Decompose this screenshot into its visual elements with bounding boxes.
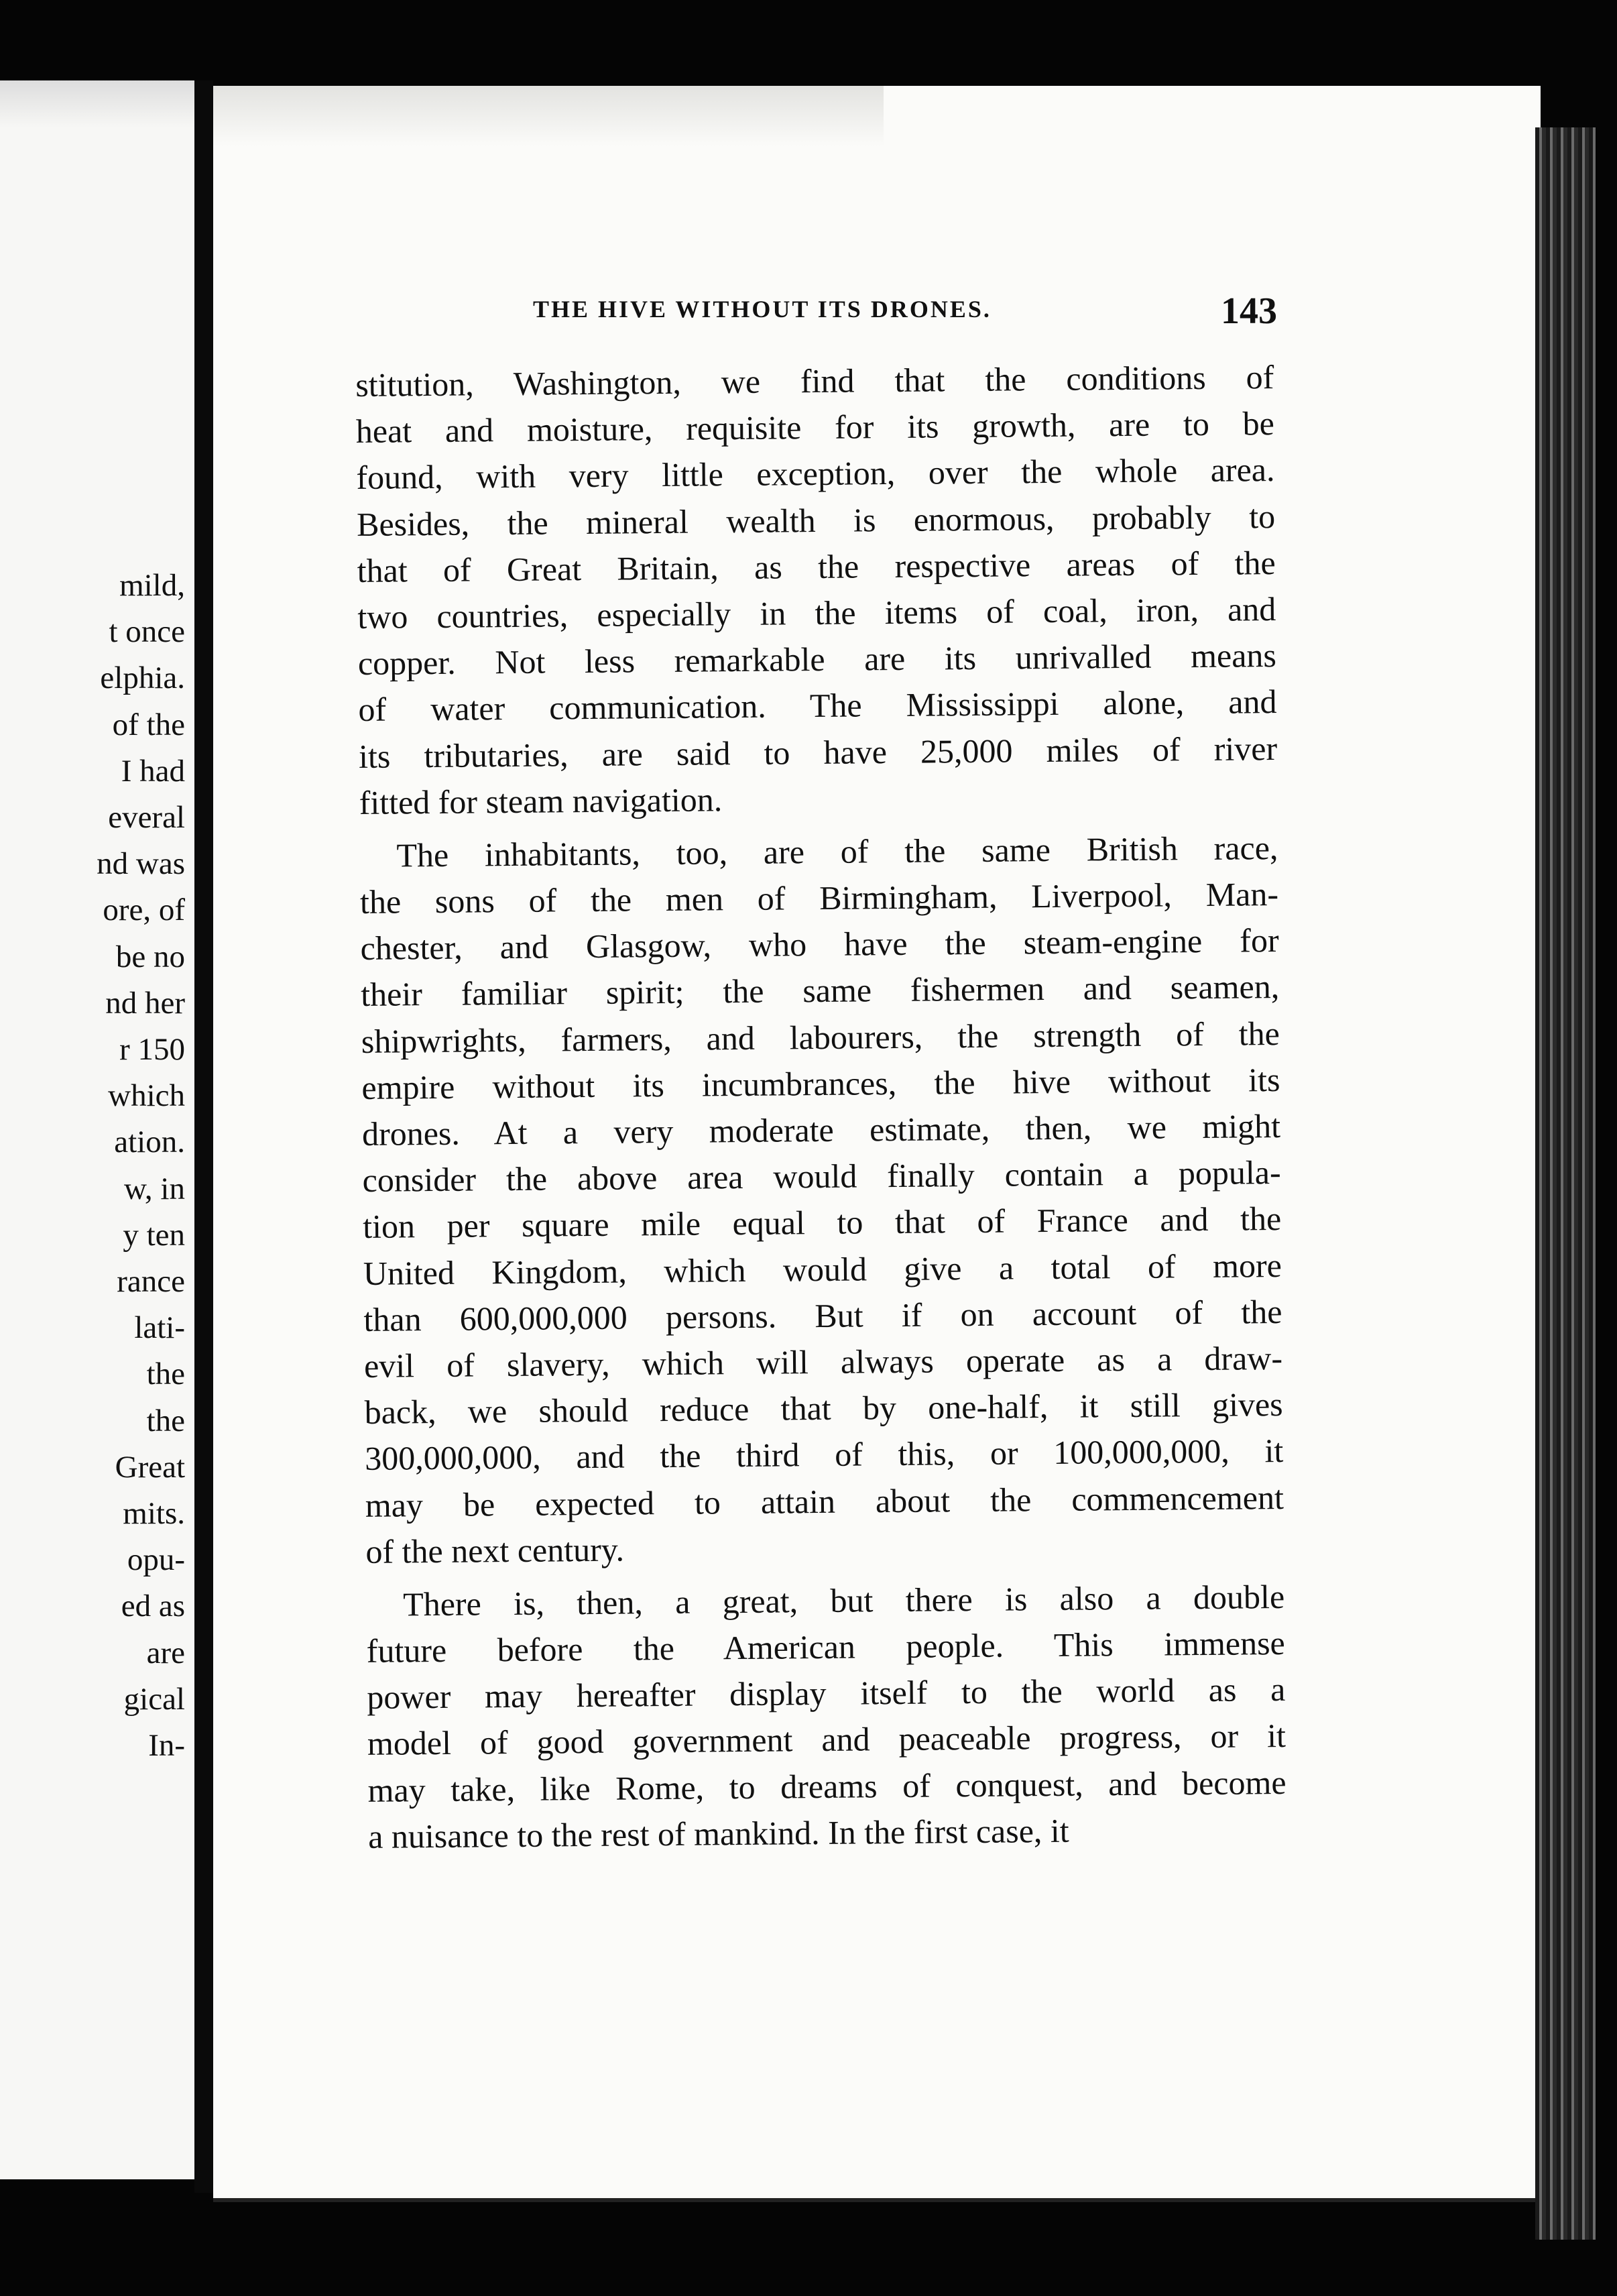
text-line: may take, like Rome, to dreams of conquest, and become [367, 1763, 1286, 1809]
facing-page-line: r 150 [119, 1032, 185, 1067]
text-line: empire without its incumbrances, the hive without its [361, 1060, 1280, 1106]
facing-page-line: w, in [124, 1171, 185, 1206]
text-line: power may hereafter display itself to the world as a [367, 1670, 1286, 1717]
text-line: evil of slavery, which will always operate as a draw- [363, 1338, 1283, 1385]
text-line: consider the above area would finally contain a popula- [362, 1153, 1281, 1200]
text-line: heat and moisture, requisite for its growth, are to be [355, 404, 1275, 451]
facing-page-line: everal [108, 800, 185, 835]
text-line: United Kingdom, which would give a total of more [363, 1246, 1282, 1292]
text-line: tion per square mile equal to that of France and the [363, 1200, 1282, 1246]
text-line: Besides, the mineral wealth is enormous, probably to [356, 497, 1276, 543]
facing-page-line: of the [112, 707, 185, 742]
facing-page-line: t once [109, 614, 185, 650]
facing-page-line: I had [121, 753, 185, 789]
facing-page-line: the [146, 1403, 185, 1438]
facing-page-line: mild, [119, 568, 185, 603]
text-line: model of good government and peaceable progress, or it [367, 1717, 1286, 1763]
facing-page-line: opu- [127, 1542, 185, 1578]
text-line: a nuisance to the rest of mankind. In the first case, it [367, 1811, 1069, 1855]
facing-page-fragment [0, 80, 194, 2179]
text-line: chester, and Glasgow, who have the steam-engine for [360, 921, 1279, 968]
facing-page-line: Great [115, 1449, 185, 1485]
text-line: shipwrights, farmers, and labourers, the strength of the [361, 1014, 1280, 1060]
text-line: stitution, Washington, we find that the conditions of [355, 358, 1274, 404]
facing-page-line: gical [123, 1681, 185, 1717]
text-line: of the next century. [365, 1530, 625, 1570]
facing-page-line: mits. [123, 1496, 185, 1531]
facing-page-line: lati- [134, 1310, 185, 1346]
text-line: The inhabitants, too, are of the same British race, [396, 828, 1278, 874]
facing-page-line: are [146, 1635, 185, 1670]
text-line: its tributaries, are said to have 25,000 miles of river [358, 729, 1278, 775]
facing-page-line: ed as [121, 1589, 185, 1624]
body-text [355, 354, 1286, 1860]
facing-page-line: nd her [105, 985, 185, 1021]
text-line: fitted for steam navigation. [359, 780, 723, 821]
page-number: 143 [1221, 290, 1277, 332]
facing-page-line: which [108, 1078, 185, 1114]
page-top-stain [213, 86, 884, 146]
text-line: copper. Not less remarkable are its unrivalled means [357, 636, 1277, 683]
facing-page-line: y ten [123, 1217, 185, 1253]
book-gutter [194, 80, 213, 2193]
facing-page-line: In- [148, 1728, 185, 1763]
facing-page-line: rance [117, 1264, 185, 1299]
text-line: back, we should reduce that by one-half, it still gives [364, 1385, 1283, 1432]
text-line: their familiar spirit; the same fishermen and seamen, [360, 968, 1280, 1014]
facing-page-top-shadow [0, 80, 194, 127]
facing-page-line: nd was [97, 846, 185, 882]
text-line: of water communication. The Mississippi alone, and [358, 683, 1277, 729]
text-line: the sons of the men of Birmingham, Liverpool, Man- [359, 875, 1279, 921]
text-line: found, with very little exception, over the whole area. [356, 451, 1275, 497]
facing-page-line: be no [115, 939, 185, 974]
running-title: THE HIVE WITHOUT ITS DRONES. [533, 296, 992, 323]
text-line: than 600,000,000 persons. But if on account of the [363, 1292, 1282, 1338]
page-stack-edge [1535, 127, 1596, 2240]
text-line: future before the American people. This immense [366, 1624, 1285, 1670]
paragraph [355, 354, 1278, 826]
paragraph [359, 825, 1284, 1575]
text-line: There is, then, a great, but there is also a double [402, 1577, 1285, 1623]
facing-page-line: elphia. [100, 661, 185, 696]
text-line: may be expected to attain about the commencement [365, 1478, 1284, 1524]
facing-page-line: ation. [114, 1125, 185, 1160]
facing-page-line: ore, of [103, 893, 185, 928]
text-line: two countries, especially in the items of coal, iron, and [357, 589, 1276, 636]
paragraph [366, 1574, 1287, 1860]
facing-page-line: the [146, 1357, 185, 1392]
text-line: 300,000,000, and the third of this, or 100,000,000, it [365, 1432, 1284, 1478]
text-line: drones. At a very moderate estimate, then, we might [361, 1107, 1281, 1153]
running-header [533, 290, 1277, 335]
text-line: that of Great Britain, as the respective areas of the [357, 543, 1276, 589]
